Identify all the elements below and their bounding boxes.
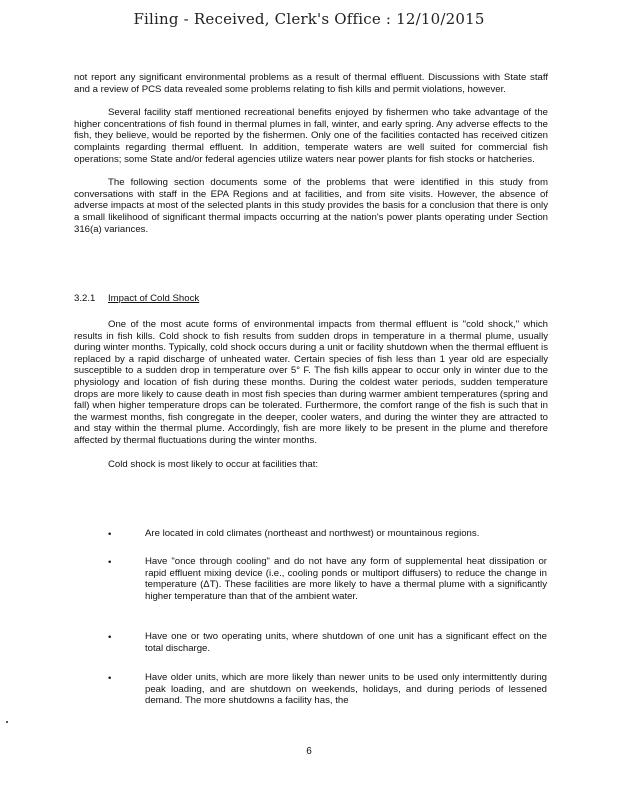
- paragraph-facilities-lead: Cold shock is most likely to occur at facilities that:: [108, 458, 319, 470]
- bullet-item-1: Are located in cold climates (northeast and northwest) or mountainous regions.: [145, 528, 480, 539]
- section-number: 3.2.1: [74, 293, 96, 304]
- intro-text: [74, 72, 548, 235]
- paragraph-3: The following section documents some of the problems that were identified in this study from conversations with staff in the EPA Regions and at facilities, and from site visits. However, the absence of adverse impacts at most of the selected plants in this study provides the basis for a conclusion that there is only a small likelihood of significant thermal impacts occurring at the nation's power plants operating under Section 316(a) variances.: [74, 177, 548, 235]
- filing-stamp: Filing - Received, Clerk's Office : 12/10/2015: [133, 10, 485, 28]
- section-text: [74, 319, 548, 470]
- section-title: Impact of Cold Shock: [108, 293, 200, 304]
- paragraph-2: Several facility staff mentioned recreational benefits enjoyed by fishermen who take advantage of the higher concentrations of fish found in thermal plumes in fall, winter, and early spring. Any adverse effects to the fish, they believe, would be reported by the fishermen. Only one of the facilities contacted has received citizen complaints regarding thermal effluent. In addition, temperate waters are well suited for commercial fish operations; some State and/or federal agencies utilize waters near power plants for fish stocks or hatcheries.: [74, 107, 548, 165]
- document-page: Filing - Received, Clerk's Office : 12/10/2015 not report any significant environmental problems as a result of thermal effluent. Discussions with State staff and a review of PCS data revealed some problems relating to fish kills and permit violations, however. Several facility staff mentioned recreational benefits enjoyed by fishermen who take advantage of the higher concentrations of fish found in thermal plumes in fall, winter, and early spring. Any adverse effects to the fish, they believe, would be reported by the fishermen. Only one of the facilities contacted has received citizen complaints regarding thermal effluent. In addition, temperate waters are well suited for commercial fish operations; some State and/or federal agencies utilize waters near power plants for fish stocks or hatcheries. The following section documents some of the problems that were identified in this study from conversations with staff in the EPA Regions and at facilities, and from site visits. However, the absence of adverse impacts at most of the selected plants in this study provides the basis for a conclusion that there is only a small likelihood of significant thermal impacts occurring at the nation's power plants operating under Section 316(a) variances. 3.2.1 Impact of Cold Shock One of the most acute forms of environmental impacts from thermal effluent is "cold shock," which results in fish kills. Cold shock to fish results from sudden drops in temperature in a thermal plume, usually during winter months. Typically, cold shock occurs during a unit or facility shutdown when the thermal effluent is replaced by a rapid discharge of unheated water. Certain species of fish less than 1 year old are especially susceptible to a sudden drop in temperature over 5° F. The fish kills appear to occur only in winter due to the physiology and location of fish during these months. During the coldest water periods, sudden temperature drops are more likely to cause death in most fish species than during warmer ambient temperatures (spring and fall) when higher temperature drops can be tolerated. Furthermore, the comfort range of the fish is such that in the warmest months, fish congregate in the deeper, cooler waters, and during the winter they are attracted to and stay within the thermal plume. Accordingly, fish are more likely to be present in the plume and therefore affected by thermal fluctuations during the winter months. Cold shock is most likely to occur at facilities that: • Are located in cold climates (northeast and northwest) or mountainous regions. • Have "once through cooling" and do not have any form of supplemental heat dissipation or rapid effluent mixing device (i.e., cooling ponds or multiport diffusers) to reduce the change in temperature (ΔT). These facilities are more likely to have a thermal plume with a significantly higher temperature than that of the ambient water. • Have one or two operating units, where shutdown of one unit has a significant effect on the total discharge. • Have older units, which are more likely than newer units to be used only intermittently during peak loading, and are shutdown on weekends, holidays, and during periods of lessened demand. The more shutdowns a facility has, the 6: [0, 0, 618, 800]
- scan-speck: [6, 721, 8, 723]
- bullet-item-3: Have one or two operating units, where shutdown of one unit has a significant effect on the total discharge.: [145, 631, 547, 654]
- paragraph-cold-shock: One of the most acute forms of environmental impacts from thermal effluent is "cold shock," which results in fish kills. Cold shock to fish results from sudden drops in temperature in a thermal plume, usually during winter months. Typically, cold shock occurs during a unit or facility shutdown when the thermal effluent is replaced by a rapid discharge of unheated water. Certain species of fish less than 1 year old are especially susceptible to a sudden drop in temperature over 5° F. The fish kills appear to occur only in winter due to the physiology and location of fish during these months. During the coldest water periods, sudden temperature drops are more likely to cause death in most fish species than during warmer ambient temperatures (spring and fall) when higher temperature drops can be tolerated. Furthermore, the comfort range of the fish is such that in the warmest months, fish congregate in the deeper, cooler waters, and during the winter they are attracted to and stay within the thermal plume. Accordingly, fish are more likely to be present in the plume and therefore affected by thermal fluctuations during the winter months.: [74, 319, 548, 446]
- paragraph-1: not report any significant environmental problems as a result of thermal effluent. Discussions with State staff and a review of PCS data revealed some problems relating to fish kills and permit violations, however.: [74, 72, 548, 95]
- bullet-item-4: Have older units, which are more likely than newer units to be used only intermittently during peak loading, and are shutdown on weekends, holidays, and during periods of lessened demand. The more shutdowns a facility has, the: [145, 672, 547, 707]
- section-heading: [74, 293, 199, 305]
- bullet-item-2: Have "once through cooling" and do not have any form of supplemental heat dissipation or rapid effluent mixing device (i.e., cooling ponds or multiport diffusers) to reduce the change in temperature (ΔT). These facilities are more likely to have a thermal plume with a significantly higher temperature than that of the ambient water.: [145, 556, 547, 602]
- page-number: 6: [306, 746, 312, 757]
